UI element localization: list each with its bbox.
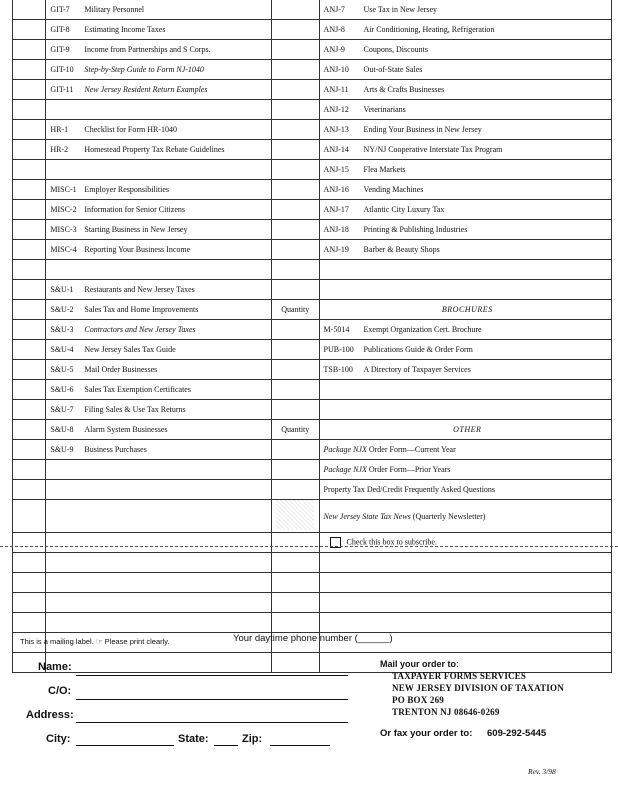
quantity-cell-left[interactable] bbox=[13, 320, 46, 340]
publication-left bbox=[46, 460, 272, 480]
table-row bbox=[13, 20, 612, 40]
table-row bbox=[13, 100, 612, 120]
publication-title: Publications Guide & Order Form bbox=[363, 345, 473, 354]
co-label: C/O: bbox=[48, 685, 72, 697]
city-field[interactable] bbox=[76, 745, 174, 746]
publication-right bbox=[319, 100, 611, 120]
publication-right bbox=[319, 20, 611, 40]
table-row bbox=[13, 140, 612, 160]
publication-right bbox=[319, 200, 611, 220]
publication-left bbox=[46, 440, 272, 460]
quantity-cell-left[interactable] bbox=[13, 100, 46, 120]
address-field[interactable] bbox=[76, 722, 348, 723]
quantity-cell-left[interactable] bbox=[13, 593, 46, 613]
publication-left bbox=[46, 400, 272, 420]
publication-right bbox=[319, 160, 611, 180]
publication-title: Out-of-State Sales bbox=[363, 65, 423, 74]
fax-label: Or fax your order to: bbox=[380, 728, 473, 739]
quantity-cell-right[interactable] bbox=[272, 120, 320, 140]
publication-code: GIT-10 bbox=[50, 65, 74, 74]
publication-right bbox=[319, 593, 611, 613]
publication-code: S&U-3 bbox=[50, 325, 74, 334]
publication-title: Veterinarians bbox=[363, 105, 406, 114]
quantity-cell-left[interactable] bbox=[13, 573, 46, 593]
publication-title: Use Tax in New Jersey bbox=[363, 5, 438, 14]
publication-right bbox=[319, 500, 611, 533]
publication-code: GIT-9 bbox=[50, 45, 70, 54]
publication-title: Filing Sales & Use Tax Returns bbox=[84, 405, 186, 414]
quantity-cell-left[interactable] bbox=[13, 533, 46, 553]
publication-code: ANJ-14 bbox=[323, 145, 349, 154]
publication-title: NY/NJ Cooperative Interstate Tax Program bbox=[363, 145, 503, 154]
publication-title: Business Purchases bbox=[84, 445, 147, 454]
quantity-cell-right[interactable] bbox=[272, 20, 320, 40]
publication-code: S&U-4 bbox=[50, 345, 74, 354]
publication-left bbox=[46, 553, 272, 573]
publication-title: Starting Business in New Jersey bbox=[84, 225, 188, 234]
table-row bbox=[13, 80, 612, 100]
publication-title: Package NJX Order Form—Prior Years bbox=[323, 465, 451, 474]
publication-title: Exempt Organization Cert. Brochure bbox=[363, 325, 482, 334]
publication-left bbox=[46, 380, 272, 400]
publication-left bbox=[46, 420, 272, 440]
table-row bbox=[13, 300, 612, 320]
publication-code: S&U-1 bbox=[50, 285, 74, 294]
publication-right bbox=[319, 280, 611, 300]
mail-heading: Mail your order to: bbox=[380, 659, 460, 669]
quantity-cell-left[interactable] bbox=[13, 180, 46, 200]
table-row bbox=[13, 40, 612, 60]
mail-line-2: NEW JERSEY DIVISION OF TAXATION bbox=[392, 683, 564, 693]
quantity-cell-right[interactable] bbox=[272, 320, 320, 340]
table-row bbox=[13, 120, 612, 140]
quantity-cell-left[interactable] bbox=[13, 380, 46, 400]
zip-field[interactable] bbox=[270, 745, 330, 746]
publication-left bbox=[46, 180, 272, 200]
table-row bbox=[13, 200, 612, 220]
table-row bbox=[13, 593, 612, 613]
publication-left bbox=[46, 160, 272, 180]
publication-right bbox=[319, 400, 611, 420]
quantity-header: Quantity bbox=[281, 305, 310, 314]
publication-right bbox=[319, 380, 611, 400]
fax-line bbox=[380, 728, 546, 739]
quantity-cell-right[interactable] bbox=[272, 60, 320, 80]
table-row bbox=[13, 420, 612, 440]
mail-line-1: TAXPAYER FORMS SERVICES bbox=[392, 671, 527, 681]
quantity-cell-right[interactable] bbox=[272, 460, 320, 480]
table-row bbox=[13, 573, 612, 593]
publication-title: Barber & Beauty Shops bbox=[363, 245, 440, 254]
quantity-cell-left[interactable] bbox=[13, 260, 46, 280]
table-row bbox=[13, 240, 612, 260]
quantity-cell-right[interactable] bbox=[272, 0, 320, 20]
table-row bbox=[13, 340, 612, 360]
zip-label: Zip: bbox=[242, 733, 263, 745]
quantity-cell-left[interactable] bbox=[13, 340, 46, 360]
publication-right bbox=[319, 80, 611, 100]
quantity-cell-right[interactable] bbox=[272, 420, 320, 440]
publication-code: MISC-1 bbox=[50, 185, 77, 194]
table-row bbox=[13, 400, 612, 420]
section-header: OTHER bbox=[453, 425, 482, 434]
mail-line-4: TRENTON NJ 08646-0269 bbox=[392, 707, 500, 717]
quantity-cell-left[interactable] bbox=[13, 40, 46, 60]
publication-title: New Jersey Sales Tax Guide bbox=[84, 345, 176, 354]
quantity-cell-left[interactable] bbox=[13, 553, 46, 573]
publication-right bbox=[319, 480, 611, 500]
publication-right bbox=[319, 180, 611, 200]
publication-code: ANJ-11 bbox=[323, 85, 349, 94]
revision-note: Rev. 3/98 bbox=[528, 767, 556, 776]
quantity-cell-left[interactable] bbox=[13, 400, 46, 420]
publication-title: Vending Machines bbox=[363, 185, 424, 194]
quantity-cell-left[interactable] bbox=[13, 80, 46, 100]
publication-code: ANJ-16 bbox=[323, 185, 349, 194]
quantity-cell-right[interactable] bbox=[272, 400, 320, 420]
quantity-cell-right[interactable] bbox=[272, 240, 320, 260]
publication-title: Package NJX Order Form—Current Year bbox=[323, 445, 456, 454]
publication-title: Mail Order Businesses bbox=[84, 365, 158, 374]
publication-title: A Directory of Taxpayer Services bbox=[363, 365, 471, 374]
quantity-cell-right[interactable] bbox=[272, 280, 320, 300]
table-row bbox=[13, 360, 612, 380]
quantity-cell-right[interactable] bbox=[272, 360, 320, 380]
publication-left bbox=[46, 280, 272, 300]
quantity-cell-left[interactable] bbox=[13, 280, 46, 300]
publication-title: New Jersey State Tax News (Quarterly Newsletter) bbox=[323, 511, 486, 521]
publication-right bbox=[319, 573, 611, 593]
publication-right bbox=[319, 300, 611, 320]
publication-left bbox=[46, 0, 272, 20]
publication-code: ANJ-7 bbox=[323, 5, 345, 14]
subscribe-label: Check this box to subscribe. bbox=[346, 537, 437, 547]
quantity-cell-right[interactable] bbox=[272, 40, 320, 60]
publications-order-table bbox=[12, 0, 612, 673]
publication-right bbox=[319, 553, 611, 573]
quantity-cell-right[interactable] bbox=[272, 100, 320, 120]
address-label: Address: bbox=[26, 709, 74, 721]
publication-code: ANJ-17 bbox=[323, 205, 349, 214]
publication-left bbox=[46, 220, 272, 240]
quantity-cell-left[interactable] bbox=[13, 200, 46, 220]
quantity-cell-right[interactable] bbox=[272, 200, 320, 220]
publication-title: Flea Markets bbox=[363, 165, 406, 174]
publication-code: MISC-3 bbox=[50, 225, 77, 234]
quantity-cell-right[interactable] bbox=[272, 593, 320, 613]
quantity-cell-left[interactable] bbox=[13, 120, 46, 140]
publication-right bbox=[319, 60, 611, 80]
publication-code: HR-1 bbox=[50, 125, 69, 134]
publication-title: Step-by-Step Guide to Form NJ-1040 bbox=[84, 65, 204, 74]
publication-title: Information for Senior Citizens bbox=[84, 205, 186, 214]
publication-title: New Jersey Resident Return Examples bbox=[84, 85, 208, 94]
publication-title: Employer Responsibilities bbox=[84, 185, 170, 194]
publication-title: Contractors and New Jersey Taxes bbox=[84, 325, 196, 334]
publication-left bbox=[46, 300, 272, 320]
publication-right bbox=[319, 0, 611, 20]
fax-number: 609-292-5445 bbox=[487, 728, 547, 739]
publication-right bbox=[319, 260, 611, 280]
publication-title: Air Conditioning, Heating, Refrigeration bbox=[363, 25, 495, 34]
quantity-cell-left[interactable] bbox=[13, 613, 46, 633]
table-row bbox=[13, 320, 612, 340]
quantity-cell-right[interactable] bbox=[272, 480, 320, 500]
quantity-cell-left[interactable] bbox=[13, 500, 46, 533]
mail-address-block bbox=[380, 658, 564, 718]
name-field[interactable] bbox=[76, 675, 348, 676]
publication-title: Checklist for Form HR-1040 bbox=[84, 125, 178, 134]
publication-left bbox=[46, 480, 272, 500]
quantity-cell-left[interactable] bbox=[13, 20, 46, 40]
section-header: BROCHURES bbox=[441, 305, 493, 314]
quantity-cell-right[interactable] bbox=[272, 220, 320, 240]
publication-title: Arts & Crafts Businesses bbox=[363, 85, 445, 94]
publication-code: S&U-9 bbox=[50, 445, 74, 454]
publication-right bbox=[319, 220, 611, 240]
publication-title: Alarm System Businesses bbox=[84, 425, 168, 434]
quantity-cell-right[interactable] bbox=[272, 180, 320, 200]
publication-title: Income from Partnerships and S Corps. bbox=[84, 45, 211, 54]
publication-left bbox=[46, 100, 272, 120]
publication-left bbox=[46, 340, 272, 360]
publication-right bbox=[319, 320, 611, 340]
quantity-cell-left[interactable] bbox=[13, 480, 46, 500]
table-row bbox=[13, 440, 612, 460]
quantity-cell-right[interactable] bbox=[272, 613, 320, 633]
publication-right bbox=[319, 533, 611, 553]
publication-title: Atlantic City Luxury Tax bbox=[363, 205, 445, 214]
publication-right bbox=[319, 440, 611, 460]
quantity-cell-left[interactable] bbox=[13, 240, 46, 260]
publication-code: GIT-11 bbox=[50, 85, 74, 94]
publication-code: S&U-6 bbox=[50, 385, 74, 394]
quantity-cell-left[interactable] bbox=[13, 0, 46, 20]
table-row bbox=[13, 500, 612, 533]
publication-left bbox=[46, 360, 272, 380]
italic-title-part: Package NJX bbox=[323, 445, 367, 454]
quantity-cell-left[interactable] bbox=[13, 360, 46, 380]
table-row bbox=[13, 533, 612, 553]
table-row bbox=[13, 280, 612, 300]
quantity-cell-right[interactable] bbox=[272, 440, 320, 460]
publication-code: GIT-7 bbox=[50, 5, 70, 14]
table-row bbox=[13, 220, 612, 240]
quantity-cell-left[interactable] bbox=[13, 60, 46, 80]
quantity-cell-right[interactable] bbox=[272, 140, 320, 160]
table-row bbox=[13, 180, 612, 200]
publication-code: GIT-8 bbox=[50, 25, 70, 34]
publication-left bbox=[46, 200, 272, 220]
quantity-cell-left[interactable] bbox=[13, 420, 46, 440]
quantity-cell-left[interactable] bbox=[13, 140, 46, 160]
quantity-cell-left[interactable] bbox=[13, 440, 46, 460]
name-label: Name: bbox=[38, 661, 72, 673]
publication-code: ANJ-12 bbox=[323, 105, 349, 114]
quantity-cell-right[interactable] bbox=[272, 553, 320, 573]
publication-code: ANJ-10 bbox=[323, 65, 349, 74]
publication-left bbox=[46, 573, 272, 593]
quantity-cell-right[interactable] bbox=[272, 340, 320, 360]
publication-title: Reporting Your Business Income bbox=[84, 245, 191, 254]
publication-left bbox=[46, 320, 272, 340]
table-row bbox=[13, 160, 612, 180]
publication-left bbox=[46, 40, 272, 60]
publication-code: S&U-7 bbox=[50, 405, 74, 414]
publication-right bbox=[319, 40, 611, 60]
city-label: City: bbox=[46, 733, 71, 745]
quantity-cell-right[interactable] bbox=[272, 80, 320, 100]
publication-title: Sales Tax Exemption Certificates bbox=[84, 385, 191, 394]
table-row bbox=[13, 613, 612, 633]
publication-code: TSB-100 bbox=[323, 365, 353, 374]
publication-code: S&U-8 bbox=[50, 425, 74, 434]
quantity-cell-right[interactable] bbox=[272, 300, 320, 320]
publication-code: HR-2 bbox=[50, 145, 69, 154]
quantity-cell-right[interactable] bbox=[272, 500, 320, 533]
co-field[interactable] bbox=[76, 699, 348, 700]
quantity-cell-right[interactable] bbox=[272, 653, 320, 673]
quantity-cell-right[interactable] bbox=[272, 260, 320, 280]
publication-title: Estimating Income Taxes bbox=[84, 25, 166, 34]
publication-code: ANJ-9 bbox=[323, 45, 345, 54]
publication-right bbox=[319, 240, 611, 260]
quantity-cell-right[interactable] bbox=[272, 573, 320, 593]
publication-code: PUB-100 bbox=[323, 345, 354, 354]
publication-left bbox=[46, 20, 272, 40]
publication-code: ANJ-13 bbox=[323, 125, 349, 134]
publication-title: Restaurants and New Jersey Taxes bbox=[84, 285, 195, 294]
italic-title-part: New Jersey State Tax News bbox=[323, 511, 411, 521]
publication-left bbox=[46, 593, 272, 613]
quantity-cell-right[interactable] bbox=[272, 533, 320, 553]
publication-right bbox=[319, 140, 611, 160]
mail-line-3: PO BOX 269 bbox=[392, 695, 445, 705]
table-row bbox=[13, 380, 612, 400]
table-row bbox=[13, 60, 612, 80]
publication-left bbox=[46, 120, 272, 140]
publication-code: ANJ-18 bbox=[323, 225, 349, 234]
table-row bbox=[13, 553, 612, 573]
publication-right bbox=[319, 340, 611, 360]
publication-right bbox=[319, 460, 611, 480]
publication-title: Printing & Publishing Industries bbox=[363, 225, 468, 234]
quantity-cell-left[interactable] bbox=[13, 220, 46, 240]
publication-right bbox=[319, 120, 611, 140]
daytime-phone-label: Your daytime phone number (______) bbox=[233, 633, 393, 644]
publication-code: ANJ-8 bbox=[323, 25, 345, 34]
table-row bbox=[13, 460, 612, 480]
publication-code: S&U-2 bbox=[50, 305, 74, 314]
quantity-cell-left[interactable] bbox=[13, 160, 46, 180]
publication-left bbox=[46, 60, 272, 80]
mailing-label-note: This is a mailing label. ☞ Please print clearly. bbox=[20, 637, 170, 646]
publication-title: Ending Your Business in New Jersey bbox=[363, 125, 482, 134]
publication-right bbox=[319, 360, 611, 380]
publication-code: M-5014 bbox=[323, 325, 350, 334]
publication-title: Military Personnel bbox=[84, 5, 145, 14]
publication-right bbox=[319, 420, 611, 440]
italic-title-part: Package NJX bbox=[323, 465, 367, 474]
publication-code: MISC-2 bbox=[50, 205, 77, 214]
publication-left bbox=[46, 613, 272, 633]
quantity-cell-right[interactable] bbox=[272, 380, 320, 400]
publication-left bbox=[46, 500, 272, 533]
publication-code: MISC-4 bbox=[50, 245, 77, 254]
quantity-cell-right[interactable] bbox=[272, 160, 320, 180]
publication-right bbox=[319, 613, 611, 633]
publication-left bbox=[46, 140, 272, 160]
publication-left bbox=[46, 240, 272, 260]
publication-title: Property Tax Ded/Credit Frequently Asked Questions bbox=[323, 485, 496, 494]
publication-left bbox=[46, 653, 272, 673]
state-field[interactable] bbox=[214, 745, 238, 746]
scan-noise bbox=[276, 500, 314, 530]
tear-line bbox=[0, 546, 618, 547]
publication-left bbox=[46, 80, 272, 100]
table-row bbox=[13, 260, 612, 280]
publication-left bbox=[46, 260, 272, 280]
publication-title: Coupons, Discounts bbox=[363, 45, 428, 54]
publication-code: ANJ-15 bbox=[323, 165, 349, 174]
quantity-cell-left[interactable] bbox=[13, 300, 46, 320]
state-label: State: bbox=[178, 733, 209, 745]
table-row bbox=[13, 0, 612, 20]
quantity-cell-left[interactable] bbox=[13, 460, 46, 480]
publication-code: S&U-5 bbox=[50, 365, 74, 374]
publication-title: Homestead Property Tax Rebate Guidelines bbox=[84, 145, 225, 154]
publication-left bbox=[46, 533, 272, 553]
publication-code: ANJ-19 bbox=[323, 245, 349, 254]
table-row bbox=[13, 480, 612, 500]
publication-title: Sales Tax and Home Improvements bbox=[84, 305, 199, 314]
quantity-header: Quantity bbox=[281, 425, 310, 434]
